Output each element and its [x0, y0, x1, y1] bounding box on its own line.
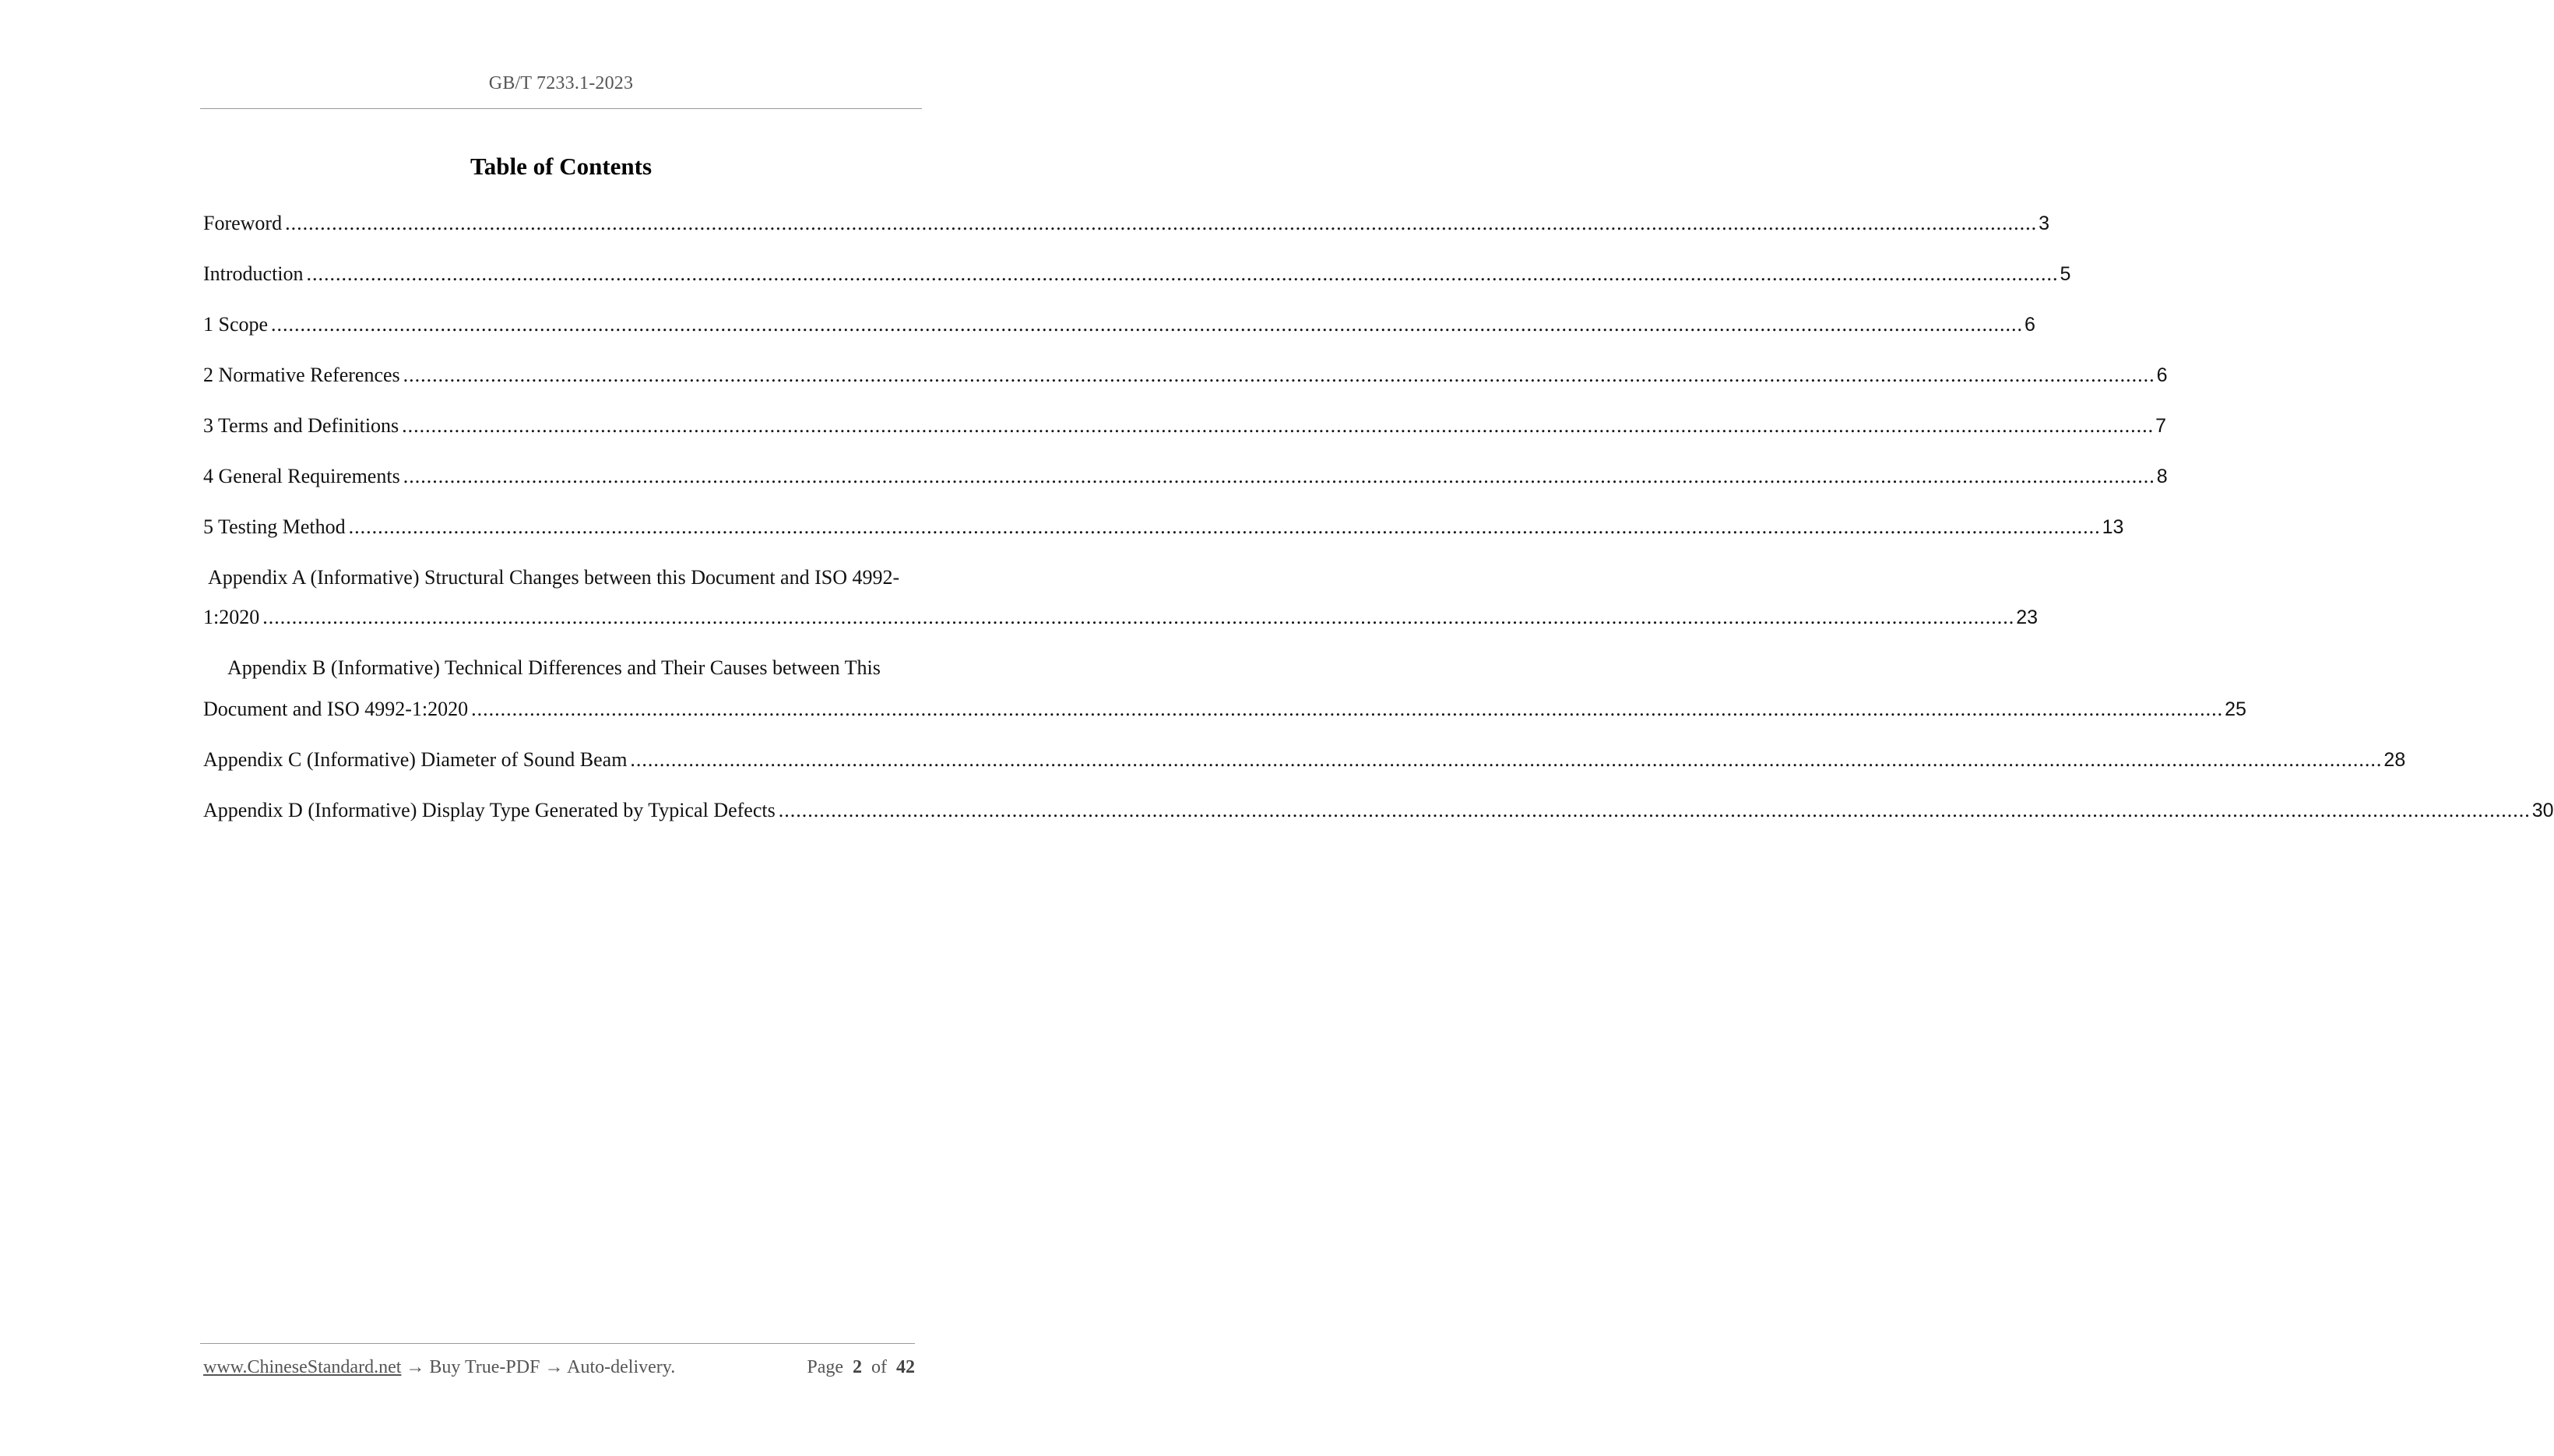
page-current: 2: [853, 1357, 862, 1377]
toc-entry-label-line2: 1:2020: [203, 606, 260, 628]
toc-entry-terms-and-definitions[interactable]: [203, 413, 2167, 439]
buy-true-pdf-text: Buy True-PDF: [429, 1357, 540, 1377]
toc-entry-page: 25: [2225, 698, 2246, 720]
header-divider: [200, 108, 922, 109]
toc-leader-dots: ............................................................................................................................................................................................................................................................................................................: [403, 465, 2155, 487]
page-number: [807, 1357, 915, 1378]
toc-entry-continuation: [203, 696, 2246, 723]
toc-entry-label: 5 Testing Method: [203, 515, 346, 538]
auto-delivery-text: Auto-delivery.: [567, 1357, 676, 1377]
toc-entry-label: 4 General Requirements: [203, 465, 400, 487]
toc-leader-dots: ............................................................................................................................................................................................................................................................................................................: [285, 212, 2038, 234]
toc-entry-continuation: [203, 604, 2039, 631]
toc-entry-page: 8: [2156, 466, 2168, 487]
toc-entry-label-line1: Appendix A (Informative) Structural Changes between this Document and ISO 4992-: [208, 566, 900, 589]
toc-entry-label: Introduction: [203, 262, 304, 285]
toc-leader-dots: ............................................................................................................................................................................................................................................................................................................: [306, 262, 2059, 285]
running-header: GB/T 7233.1-2023: [488, 73, 634, 93]
toc-leader-dots: ............................................................................................................................................................................................................................................................................................................: [348, 515, 2101, 538]
toc-leader-dots: ............................................................................................................................................................................................................................................................................................................: [262, 606, 2015, 628]
toc-entry-page: 13: [2102, 516, 2124, 538]
toc-entry-testing-method[interactable]: [203, 514, 2124, 540]
footer-promo: [203, 1357, 675, 1378]
toc-entry-appendix-d[interactable]: [203, 797, 2554, 824]
toc-entry-foreword[interactable]: [203, 210, 2049, 237]
toc-entry-scope[interactable]: [203, 311, 2035, 338]
toc-entry-page: 5: [2060, 263, 2071, 285]
footer-divider: [200, 1343, 915, 1344]
toc-entry-label: 2 Normative References: [203, 364, 400, 386]
of-word: of: [871, 1357, 887, 1377]
toc-entry-page: 28: [2383, 749, 2406, 771]
toc-entry-general-requirements[interactable]: [203, 463, 2168, 490]
toc-title: Table of Contents: [470, 153, 653, 180]
toc-entry-page: 6: [2025, 314, 2035, 336]
toc-entry-page: 30: [2531, 800, 2554, 821]
toc-entry-label: 1 Scope: [203, 313, 269, 336]
toc-leader-dots: ............................................................................................................................................................................................................................................................................................................: [778, 799, 2531, 821]
toc-leader-dots: ............................................................................................................................................................................................................................................................................................................: [471, 698, 2224, 720]
toc-entry-page: 3: [2039, 213, 2049, 234]
toc-entry-introduction[interactable]: [203, 261, 2071, 287]
toc-entry-label: Appendix D (Informative) Display Type Generated by Typical Defects: [203, 799, 776, 821]
toc-entry-label: Appendix C (Informative) Diameter of Sound Beam: [203, 748, 628, 771]
toc-leader-dots: ............................................................................................................................................................................................................................................................................................................: [630, 748, 2383, 771]
toc-entry-page: 7: [2155, 415, 2167, 437]
toc-leader-dots: ............................................................................................................................................................................................................................................................................................................: [271, 313, 2024, 336]
page-total: 42: [896, 1357, 915, 1377]
toc-entry-label-line1: Appendix B (Informative) Technical Differences and Their Causes between This: [227, 656, 881, 679]
toc-entry-label: Foreword: [203, 212, 283, 234]
toc-entry-label: 3 Terms and Definitions: [203, 414, 399, 437]
toc-entry-page: 23: [2016, 607, 2039, 628]
toc-leader-dots: ............................................................................................................................................................................................................................................................................................................: [403, 364, 2155, 386]
toc-leader-dots: ............................................................................................................................................................................................................................................................................................................: [402, 414, 2155, 437]
toc-entry-label-line2: Document and ISO 4992-1:2020: [203, 698, 469, 720]
toc-entry-normative-references[interactable]: [203, 362, 2168, 389]
toc-entry-appendix-b[interactable]: [203, 655, 2246, 723]
arrow-right-icon: →: [544, 1357, 564, 1377]
toc-entry-appendix-a[interactable]: [203, 564, 2039, 631]
toc-entry-page: 6: [2156, 364, 2168, 386]
arrow-right-icon: →: [406, 1357, 425, 1377]
toc-entry-appendix-c[interactable]: [203, 747, 2406, 773]
site-link[interactable]: www.ChineseStandard.net: [203, 1357, 402, 1377]
page-word: Page: [807, 1357, 843, 1377]
